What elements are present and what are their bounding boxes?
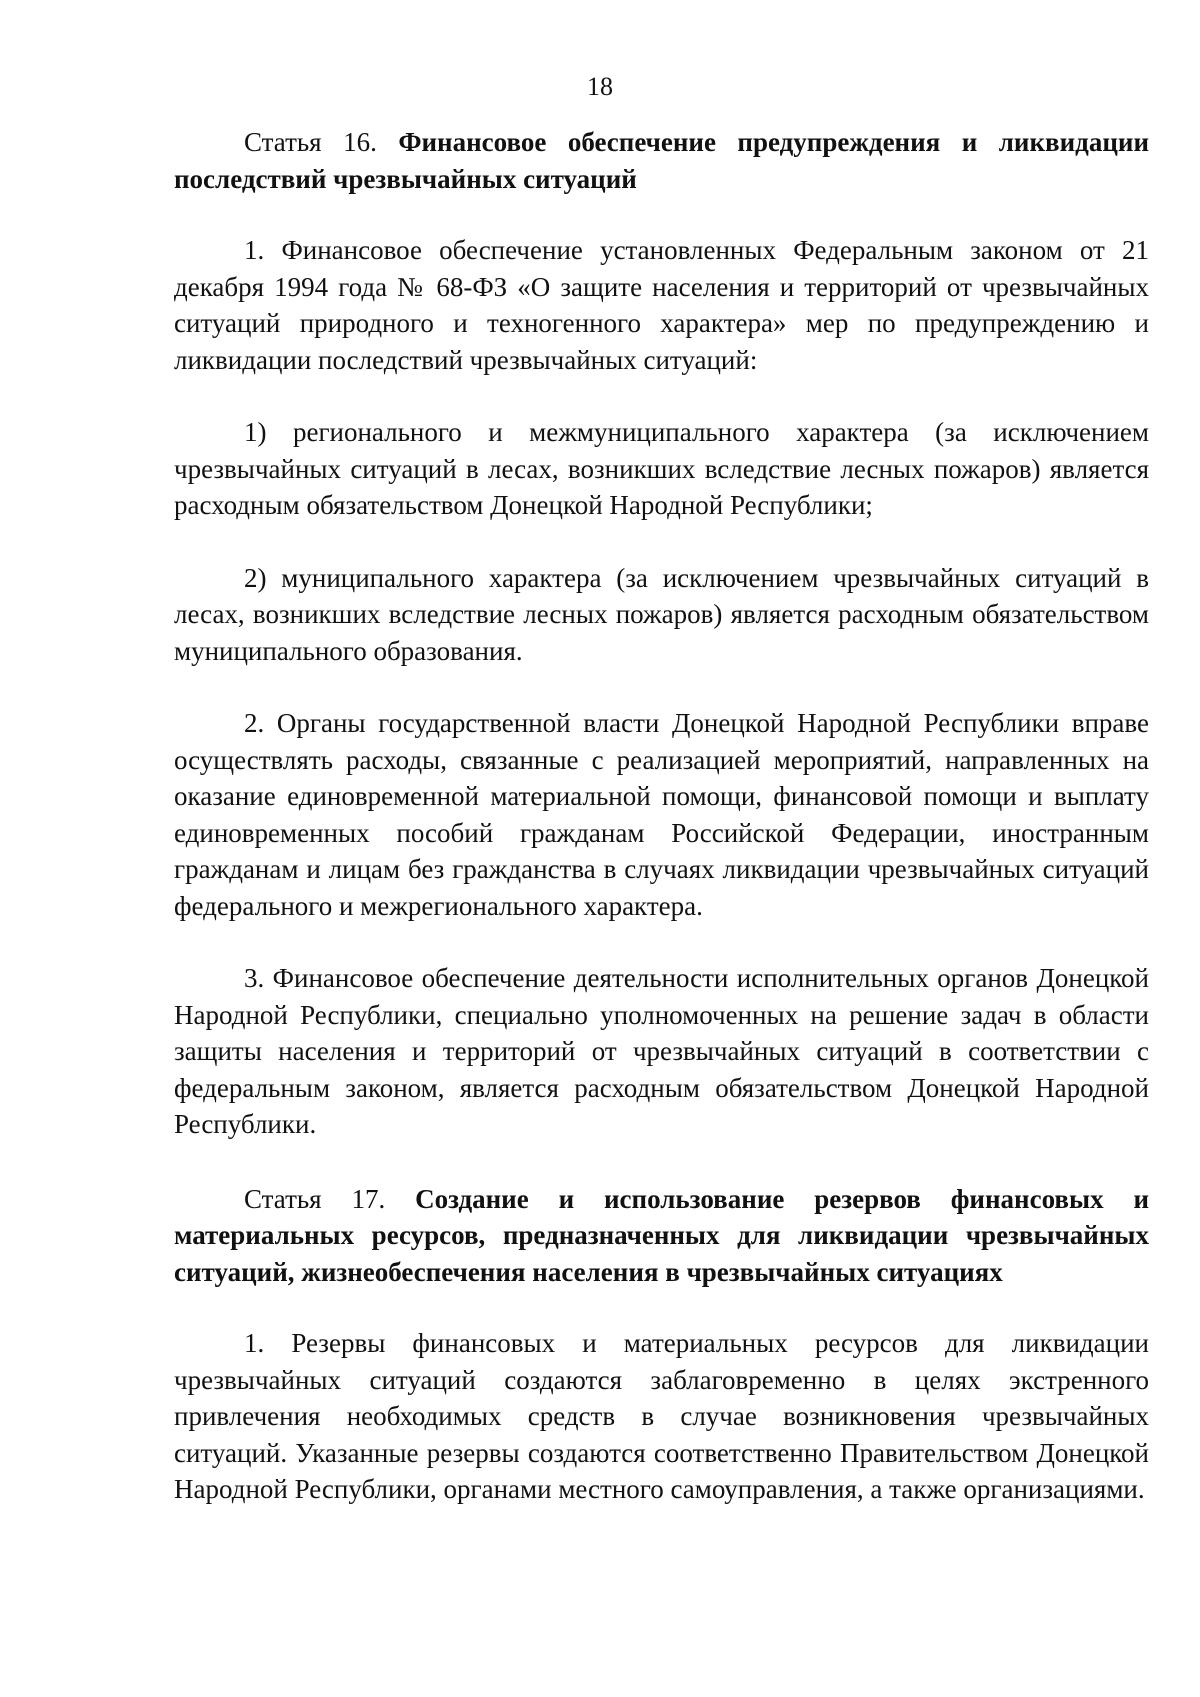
document-body	[174, 124, 1149, 1508]
article-17-paragraph-1: 1. Резервы финансовых и материальных ресурсов для ликвидации чрезвычайных ситуаций создаются заблаговременно в целях экстренного привлечения необходимых средств в случае возникновения чрезвычайных ситуаций. Указанные резервы создаются соответственно Правительством Донецкой Народной Республики, органами местного самоуправления, а также организациями.	[174, 1328, 1149, 1504]
article-16-paragraph-2: 2. Органы государственной власти Донецкой Народной Республики вправе осуществлять расходы, связанные с реализацией мероприятий, направленных на оказание единовременной материальной помощи, финансовой помощи и выплату единовременных пособий гражданам Российской Федерации, иностранным гражданам и лицам без гражданства в случаях ликвидации чрезвычайных ситуаций федерального и межрегионального характера.	[174, 708, 1149, 921]
article-17-heading	[174, 1181, 1149, 1291]
article-17-label: Статья 17.	[244, 1183, 386, 1214]
article-16-label: Статья 16.	[244, 127, 377, 157]
article-16-paragraph-1: 1. Финансовое обеспечение установленных Федеральным законом от 21 декабря 1994 года № 68-ФЗ «О защите населения и территорий от чрезвычайных ситуаций природного и техногенного характера» мер по предупреждению и ликвидации последствий чрезвычайных ситуаций:	[174, 235, 1149, 375]
article-17-title: Создание и использование резервов финансовых и материальных ресурсов, предназначенных для ликвидации чрезвычайных ситуаций, жизнеобеспечения населения в чрезвычайных ситуациях	[174, 1183, 1149, 1287]
article-16-item-1: 1) регионального и межмуниципального характера (за исключением чрезвычайных ситуаций в лесах, возникших вследствие лесных пожаров) является расходным обязательством Донецкой Народной Республики;	[174, 417, 1149, 520]
article-16-paragraph-3: 3. Финансовое обеспечение деятельности исполнительных органов Донецкой Народной Республики, специально уполномоченных на решение задач в области защиты населения и территорий от чрезвычайных ситуаций в соответствии с федеральным законом, является расходным обязательством Донецкой Народной Республики.	[174, 963, 1149, 1139]
page-number: 18	[587, 72, 613, 101]
article-16-heading	[174, 124, 1149, 197]
article-16-title: Финансовое обеспечение предупреждения и ликвидации последствий чрезвычайных ситуаций	[174, 127, 1150, 194]
article-16-item-2: 2) муниципального характера (за исключением чрезвычайных ситуаций в лесах, возникших вследствие лесных пожаров) является расходным обязательством муниципального образования.	[174, 562, 1149, 666]
